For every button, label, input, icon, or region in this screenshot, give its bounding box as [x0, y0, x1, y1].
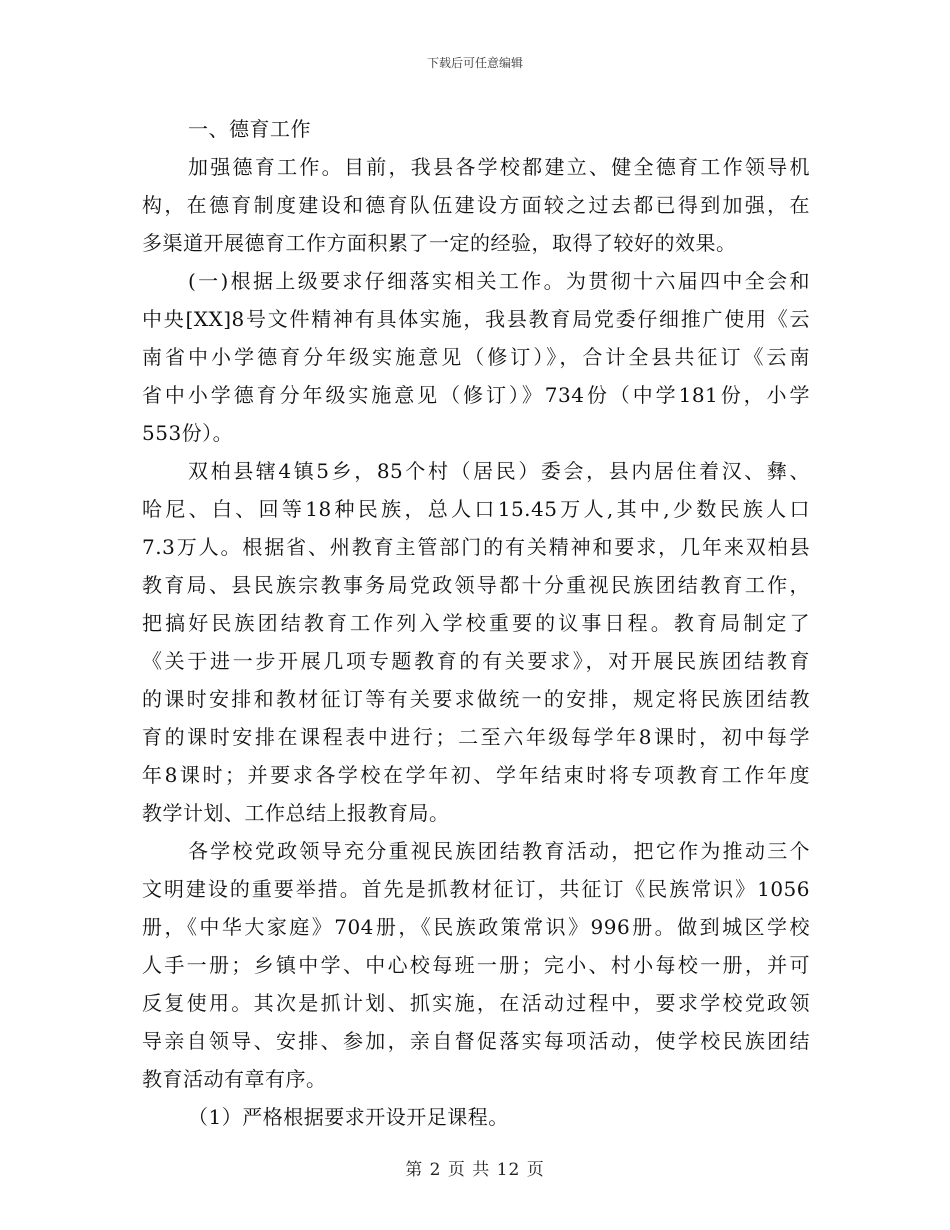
paragraph-line: 文明建设的重要举措。首先是抓教材征订，共征订《民族常识》1056 [142, 877, 810, 901]
document-body [142, 110, 810, 1136]
paragraph-line: 双柏县辖4镇5乡，85个村（居民）委会，县内居住着汉、彝、 [188, 459, 810, 483]
paragraph-line: 《关于进一步开展几项专题教育的有关要求》，对开展民族团结教育 [142, 649, 810, 673]
page-header: 下载后可任意编辑 [426, 56, 523, 70]
paragraph-line: 加强德育工作。目前，我县各学校都建立、健全德育工作领导机 [188, 155, 810, 179]
paragraph-line: 教学计划、工作总结上报教育局。 [142, 801, 450, 825]
paragraph-line: 把搞好民族团结教育工作列入学校重要的议事日程。教育局制定了 [142, 611, 810, 635]
paragraph-line: 教育活动有章有序。 [142, 1067, 327, 1091]
paragraph-line: 育的课时安排在课程表中进行；二至六年级每学年8课时，初中每学 [142, 725, 810, 749]
paragraph-line: 7.3万人。根据省、州教育主管部门的有关精神和要求，几年来双柏县 [142, 535, 810, 559]
paragraph-line: 构，在德育制度建设和德育队伍建设方面较之过去都已得到加强，在 [142, 193, 810, 217]
paragraph-line: 中央[XX]8号文件精神有具体实施，我县教育局党委仔细推广使用《云 [142, 307, 810, 331]
paragraph-line: 年8课时；并要求各学校在学年初、学年结束时将专项教育工作年度 [142, 763, 810, 787]
paragraph-line: 导亲自领导、安排、参加，亲自督促落实每项活动，使学校民族团结 [142, 1029, 810, 1053]
paragraph-line: 省中小学德育分年级实施意见（修订）》734份（中学181份，小学 [142, 383, 810, 407]
paragraph-line: 多渠道开展德育工作方面积累了一定的经验，取得了较好的效果。 [142, 231, 737, 255]
paragraph-line: (一)根据上级要求仔细落实相关工作。为贯彻十六届四中全会和 [188, 269, 810, 293]
list-item-heading: （1）严格根据要求开设开足课程。 [188, 1105, 509, 1129]
section-heading: 一、德育工作 [188, 117, 311, 141]
paragraph-line: 各学校党政领导充分重视民族团结教育活动，把它作为推动三个 [188, 839, 810, 863]
paragraph-line: 人手一册；乡镇中学、中心校每班一册；完小、村小每校一册，并可 [142, 953, 810, 977]
paragraph-line: 的课时安排和教材征订等有关要求做统一的安排，规定将民族团结教 [142, 687, 810, 711]
page-footer: 第 2 页 共 12 页 [405, 1160, 545, 1180]
paragraph-line: 哈尼、白、回等18种民族，总人口15.45万人,其中,少数民族人口 [142, 497, 810, 521]
paragraph-line: 反复使用。其次是抓计划、抓实施，在活动过程中，要求学校党政领 [142, 991, 810, 1015]
paragraph-line: 教育局、县民族宗教事务局党政领导都十分重视民族团结教育工作， [142, 573, 810, 597]
paragraph-line: 553份）。 [142, 421, 234, 445]
paragraph-line: 册，《中华大家庭》704册，《民族政策常识》996册。做到城区学校 [142, 915, 810, 939]
paragraph-line: 南省中小学德育分年级实施意见（修订）》，合计全县共征订《云南 [142, 345, 810, 369]
